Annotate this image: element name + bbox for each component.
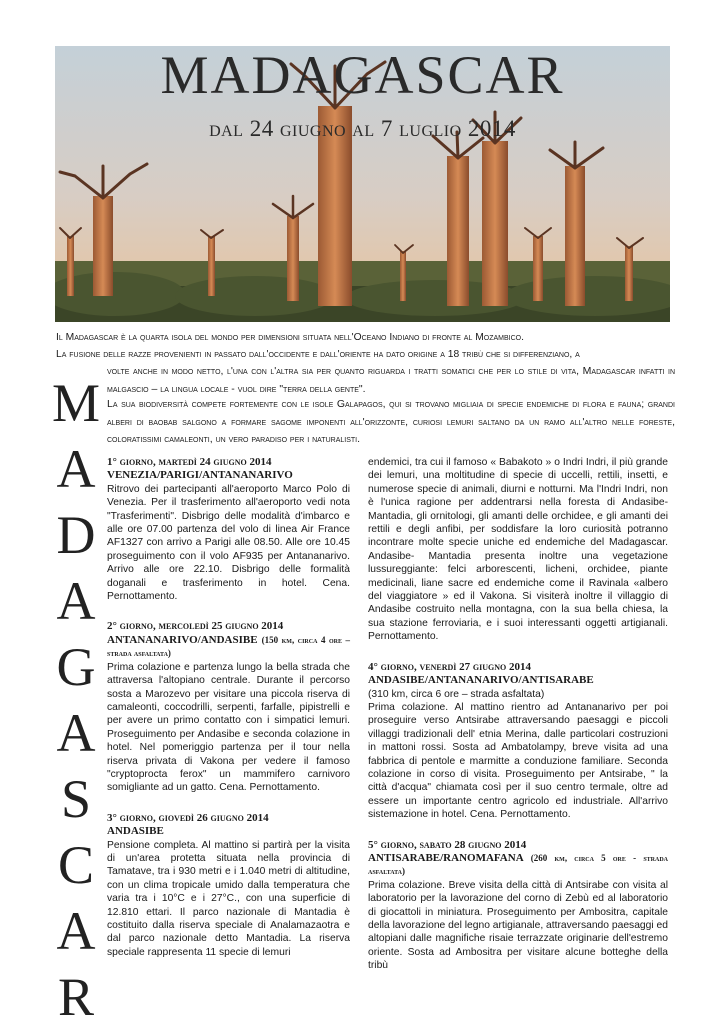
day-1 — [107, 456, 350, 603]
day-heading: 5° giorno, sabato 28 giugno 2014 — [368, 838, 527, 851]
day-4 — [368, 661, 668, 822]
day-text: Ritrovo dei partecipanti all'aeroporto Marco Polo di Venezia. Per il trasferimento all'aeroporto vedi nota "Trasferimenti". Disbrigo delle modalità d'imbarco e alle ore 07.00 partenza del volo di linea Air France AF1327 con arrivo a Parigi alle 08.50. Alle ore 10.45 proseguimento con il volo AF935 per Antananarivo. Arrivo alle ore 22.10. Disbrigo delle formalità doganali e trasferimento in hotel. Cena. Pernottamento. — [107, 483, 350, 603]
vertical-letter: A — [56, 439, 96, 499]
itinerary-column-left — [107, 456, 350, 959]
vertical-letter: D — [56, 505, 96, 565]
route-note: (310 km, circa 6 ore – strada asfaltata) — [368, 688, 545, 700]
day-heading: 4° giorno, venerdì 27 giugno 2014 — [368, 660, 531, 673]
route-note: (150 km, circa 4 ore – strada asfaltata) — [107, 634, 351, 659]
day-text: Prima colazione e partenza lungo la bella strada che attraversa l'altopiano centrale. Durante il percorso sosta a Marozevo per visitare una piccola riserva di camaleonti, coccodrilli, serpenti, farfalle, pipistrelli e per avere un primo contatto con i simpatici lemuri. Proseguimento per Andasibe e seconda colazione in hotel. Nel pomeriggio partenza per il tour nella riserva privata di Vakona per vedere il famoso "cryptoprocta ferox" un mammifero carnivoro somigliante ad un gatto. Cena. Pernottamento. — [107, 661, 350, 794]
intro-line-3: volte anche in modo netto, l'una con l'altra sia per quanto riguarda i tratti somatici che per lo stile di vita, Madagascar infatti in malgascio – la lingua locale - vuol dire "terra della gente". — [107, 365, 675, 395]
day-text: Prima colazione. Breve visita della città di Antsirabe con visita al laboratorio per la lavorazione del corno di Zebù ed al laboratorio di giocattoli in miniatura. Proseguimento per Ambositra, capitale della lavorazione del legno artigianale, attraversando paesaggi ed altopiani dalle magnifiche risaie terrazzate originarie dell'estremo oriente. Sosta ad Ambositra per visitare alcune botteghe della tribù — [368, 879, 668, 972]
day-heading: 1° giorno, martedì 24 giugno 2014 — [107, 456, 272, 468]
page-title: MADAGASCAR — [160, 45, 565, 105]
day-route: ANDASIBE/ANTANANARIVO/ANTISARABE — [368, 674, 594, 687]
route-name: ANTANANARIVO/ANDASIBE — [107, 633, 258, 646]
vertical-letter: A — [56, 571, 96, 631]
vertical-letter: A — [56, 703, 96, 763]
vertical-letter: G — [56, 637, 96, 697]
intro-line-4: La sua biodiversità compete fortemente con le isole Galapagos, qui si trovano migliaia di specie endemiche di flora e fauna; grandi alberi di baobab salgono a formare sagome imponenti all'orizzonte, curiosi lemuri saltano da un ramo all'altro nelle foreste, coloratissimi camaleonti, un vero paradiso per i naturalisti. — [107, 398, 675, 445]
day-heading: 2° giorno, mercoledì 25 giugno 2014 — [107, 620, 284, 633]
page-subtitle: dal 24 giugno al 7 luglio 2014 — [209, 116, 516, 141]
day-route: VENEZIA/PARIGI/ANTANANARIVO — [107, 469, 293, 482]
day-route — [368, 852, 668, 879]
vertical-letter: C — [57, 835, 95, 895]
itinerary-column-right — [368, 456, 668, 973]
vertical-letter: M — [51, 373, 100, 433]
intro-line-2: La fusione delle razze provenienti in passato dall'occidente e dall'oriente ha dato origine a 18 tribù che si differenziano, a — [56, 349, 580, 360]
day-route — [107, 634, 350, 661]
day-3 — [107, 812, 350, 959]
vertical-letter: A — [56, 901, 96, 961]
intro-line-1: Il Madagascar è la quarta isola del mondo per dimensioni situata nell'Oceano Indiano di fronte al Mozambico. — [56, 332, 524, 343]
day-text: Pensione completa. Al mattino si partirà per la visita di un'area protetta situata nella provincia di Tamatave, tra i 930 metri e i 1.040 metri di altitudine, con un clima tropicale umido dalla temperatura che varia tra i 10°C e i 27°C., con una superficie di 12.810 ettari. Il parco nazionale di Mantadia è costituito dalla riserva speciale di Analamazaotra e dal parco nazionale detto Mantadia. La riserva speciale rappresenta 11 specie di lemuri — [107, 839, 350, 958]
day-3-continuation: endemici, tra cui il famoso « Babakoto » o Indri Indri, il più grande dei lemuri, una moltitudine di specie di uccelli, rettili, insetti, e numerose specie di animali, diurni e notturni. Ma l'Indri Indri, non è l'unica ragione per addentrarsi nella foresta di Andasibe-Mantadia, gli ornitologi, gli amanti delle orchidee, e gli amanti dei rettili e degli anfibi, per soddisfare la loro curiosità potranno incontrare molte specie uniche ed endemiche del Madagascar. Andasibe- Mantadia presenta inoltre una vegetazione lussureggiante: felci arborescenti, licheni, orchidee, piante medicinali, liane sacre ed endemiche come il Ravinala «albero del viaggiatore » ed il Vakona. Si visiterà inoltre il villaggio di Andasibe costruito nella montagna, con la sua bella chiesa, la sua stazione ferroviaria, e i suoi interessanti oggetti artigianali. Pernottamento. — [368, 457, 668, 643]
vertical-letter: S — [60, 769, 92, 829]
route-note: (260 km, circa 5 ore - strada asfaltata) — [368, 852, 669, 877]
vertical-letter: R — [57, 967, 95, 1027]
day-route: ANDASIBE — [107, 825, 164, 838]
day-text: Prima colazione. Al mattino rientro ad Antananarivo per poi proseguire verso Antsirabe attraversando paesaggi e piccoli villaggi tradizionali dell' etnia Merina, dalle particolari costruzioni in mattoni rossi. Sosta ad Ambatolampy, breve visita ad una fabbrica di pentole e marmitte a conduzione familiare. Seconda colazione in corso di visita. Proseguimento per Antsirabe, " la città d'acqua" chiamata così per il suo centro termale, oltre ad essere un importante centro agricolo ed industriale. All'arrivo sistemazione in hotel. Cena. Pernottamento. — [368, 701, 668, 821]
day-heading: 3° giorno, giovedì 26 giugno 2014 — [107, 811, 269, 824]
day-5 — [368, 839, 668, 973]
day-2 — [107, 620, 350, 794]
route-name: ANTISARABE/RANOMAFANA — [368, 851, 524, 864]
vertical-title — [46, 370, 106, 1030]
